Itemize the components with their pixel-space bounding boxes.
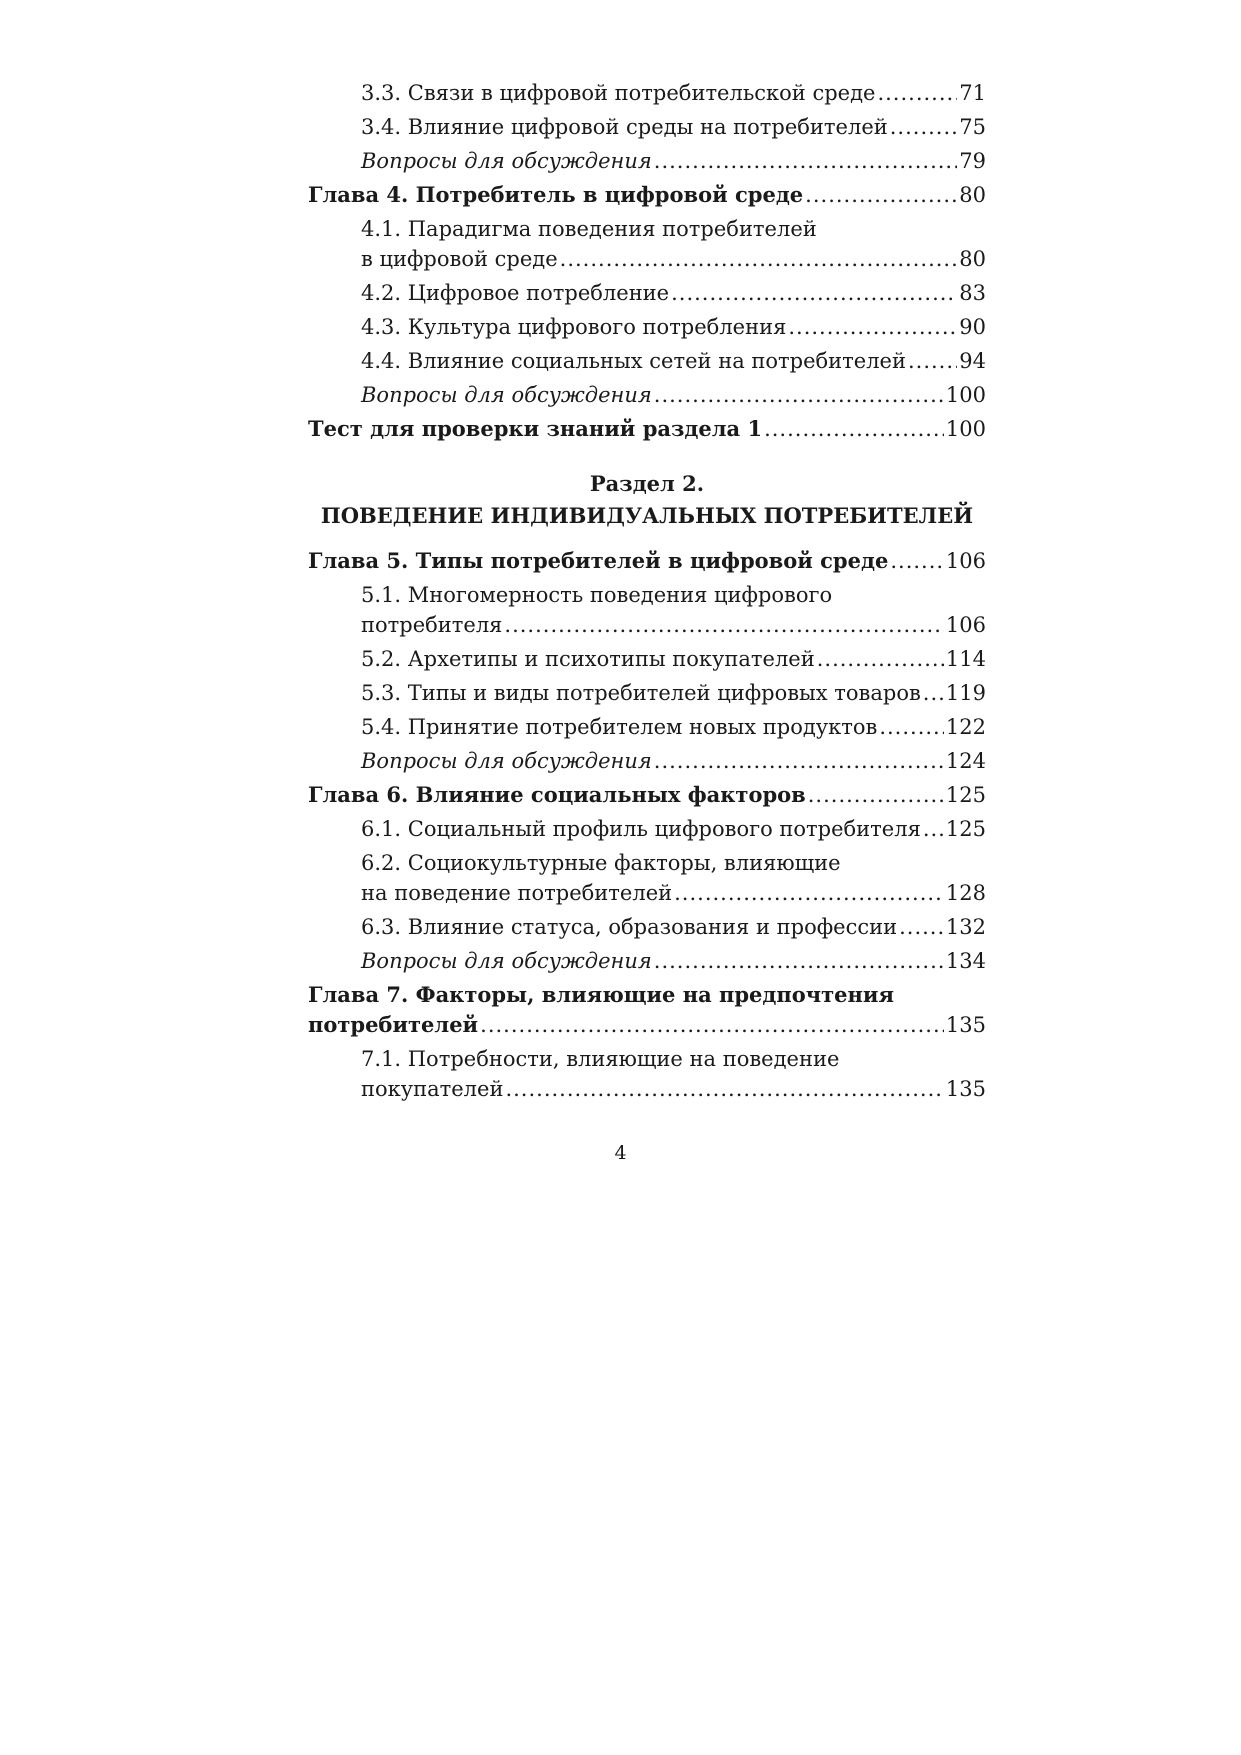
dot-leader	[654, 146, 958, 176]
toc-part-2	[308, 546, 986, 1104]
toc-entry-line	[308, 980, 986, 1010]
toc-subsection-entry	[308, 580, 986, 640]
toc-entry-line	[361, 78, 986, 108]
toc-entry-title: 3.4. Влияние цифровой среды на потребителей	[361, 115, 888, 139]
toc-entry-line	[308, 780, 986, 810]
toc-entry-line	[308, 414, 986, 444]
toc-chapter-entry	[308, 780, 986, 810]
toc-subsection-entry	[308, 278, 986, 308]
toc-entry-title: 5.4. Принятие потребителем новых продуктов	[361, 715, 878, 739]
toc-entry-line	[361, 712, 986, 742]
dot-leader	[480, 1010, 944, 1040]
toc-entry-title: Тест для проверки знаний раздела 1	[308, 416, 763, 441]
toc-part-1	[308, 78, 986, 444]
toc-entry-title: 4.4. Влияние социальных сетей на потребителей	[361, 349, 906, 373]
toc-subsection-entry	[308, 814, 986, 844]
toc-entry-line	[361, 346, 986, 376]
toc-page-number: 71	[959, 81, 986, 105]
toc-entry-title: 5.2. Архетипы и психотипы покупателей	[361, 647, 815, 671]
toc-page-number: 132	[945, 915, 986, 939]
toc-chapter-entry	[308, 546, 986, 576]
toc-subsection-entry	[308, 848, 986, 908]
toc-entry-line	[361, 1044, 986, 1074]
toc-subsection-entry	[308, 912, 986, 942]
table-of-contents	[308, 78, 986, 1104]
dot-leader	[808, 780, 944, 810]
dot-leader	[654, 746, 944, 776]
dot-leader	[674, 878, 944, 908]
toc-entry-title: 5.1. Многомерность поведения цифрового	[361, 583, 833, 607]
dot-leader	[788, 312, 957, 342]
toc-subsection-entry	[308, 112, 986, 142]
toc-entry-title: 5.3. Типы и виды потребителей цифровых товаров	[361, 681, 921, 705]
toc-entry-line	[308, 546, 986, 576]
toc-entry-title: Глава 5. Типы потребителей в цифровой среде	[308, 548, 889, 573]
section-subtitle: ПОВЕДЕНИЕ ИНДИВИДУАЛЬНЫХ ПОТРЕБИТЕЛЕЙ	[320, 503, 974, 528]
toc-page-number: 100	[945, 383, 986, 407]
toc-entry-line	[308, 1010, 986, 1040]
dot-leader	[654, 946, 944, 976]
toc-page-number: 75	[959, 115, 986, 139]
dot-leader	[899, 912, 944, 942]
toc-page-number: 79	[959, 149, 986, 173]
toc-entry-title: в цифровой среде	[361, 247, 558, 271]
toc-page-number: 83	[959, 281, 986, 305]
toc-page-number: 119	[945, 681, 986, 705]
toc-entry-title: Вопросы для обсуждения	[361, 149, 652, 173]
toc-subsection-entry	[308, 346, 986, 376]
toc-entry-title: 3.3. Связи в цифровой потребительской среде	[361, 81, 876, 105]
toc-chapter-entry	[308, 180, 986, 210]
toc-entry-line	[361, 912, 986, 942]
dot-leader	[671, 278, 957, 308]
toc-entry-title: 6.1. Социальный профиль цифрового потребителя	[361, 817, 921, 841]
toc-entry-title: на поведение потребителей	[361, 881, 673, 905]
toc-entry-title: Глава 4. Потребитель в цифровой среде	[308, 182, 804, 207]
toc-subsection-entry	[308, 644, 986, 674]
toc-entry-line	[361, 678, 986, 708]
dot-leader	[654, 380, 944, 410]
dot-leader	[923, 814, 944, 844]
toc-subsection-entry	[308, 1044, 986, 1104]
toc-subsection-entry	[308, 380, 986, 410]
toc-entry-title: потребителей	[308, 1012, 479, 1037]
toc-entry-title: Вопросы для обсуждения	[361, 949, 652, 973]
section-heading	[308, 468, 986, 532]
toc-page-number: 80	[959, 183, 986, 207]
toc-subsection-entry	[308, 946, 986, 976]
toc-subsection-entry	[308, 746, 986, 776]
dot-leader	[817, 644, 944, 674]
toc-entry-line	[361, 746, 986, 776]
toc-entry-title: 4.1. Парадигма поведения потребителей	[361, 217, 817, 241]
toc-entry-title: 6.2. Социокультурные факторы, влияющие	[361, 851, 841, 875]
toc-page-number: 125	[945, 783, 986, 807]
toc-page-number: 135	[945, 1013, 986, 1037]
toc-page-number: 80	[959, 247, 986, 271]
dot-leader	[890, 112, 958, 142]
toc-entry-title: 4.3. Культура цифрового потребления	[361, 315, 787, 339]
toc-page-number: 114	[945, 647, 986, 671]
toc-page-number: 90	[959, 315, 986, 339]
toc-page-number: 135	[945, 1077, 986, 1101]
toc-entry-line	[361, 814, 986, 844]
toc-entry-line	[361, 214, 986, 244]
toc-page-number: 125	[945, 817, 986, 841]
toc-entry-line	[308, 180, 986, 210]
toc-page-number: 106	[945, 613, 986, 637]
toc-entry-title: Вопросы для обсуждения	[361, 383, 652, 407]
toc-subsection-entry	[308, 312, 986, 342]
toc-chapter-entry	[308, 980, 986, 1040]
toc-entry-title: 4.2. Цифровое потребление	[361, 281, 670, 305]
toc-subsection-entry	[308, 78, 986, 108]
toc-entry-line	[361, 610, 986, 640]
toc-entry-line	[361, 644, 986, 674]
dot-leader	[923, 678, 944, 708]
toc-entry-line	[361, 946, 986, 976]
dot-leader	[764, 414, 944, 444]
toc-entry-line	[361, 848, 986, 878]
toc-entry-line	[361, 112, 986, 142]
toc-entry-title: покупателей	[361, 1077, 504, 1101]
toc-entry-line	[361, 146, 986, 176]
toc-chapter-entry	[308, 414, 986, 444]
toc-subsection-entry	[308, 712, 986, 742]
toc-subsection-entry	[308, 146, 986, 176]
toc-page-number: 124	[945, 749, 986, 773]
toc-page-number: 122	[945, 715, 986, 739]
toc-entry-line	[361, 244, 986, 274]
toc-entry-title: Глава 7. Факторы, влияющие на предпочтения	[308, 982, 895, 1007]
section-title: Раздел 2.	[589, 471, 705, 496]
dot-leader	[879, 712, 944, 742]
toc-entry-title: Глава 6. Влияние социальных факторов	[308, 782, 806, 807]
dot-leader	[890, 546, 944, 576]
toc-entry-line	[361, 278, 986, 308]
page-number: 4	[614, 1142, 627, 1164]
toc-entry-line	[361, 878, 986, 908]
toc-page-number: 134	[945, 949, 986, 973]
toc-page-number: 100	[945, 417, 986, 441]
toc-entry-line	[361, 312, 986, 342]
dot-leader	[805, 180, 957, 210]
dot-leader	[505, 1074, 943, 1104]
toc-subsection-entry	[308, 214, 986, 274]
dot-leader	[560, 244, 958, 274]
toc-page-number: 94	[959, 349, 986, 373]
dot-leader	[908, 346, 957, 376]
dot-leader	[504, 610, 944, 640]
toc-entry-title: Вопросы для обсуждения	[361, 749, 652, 773]
toc-entry-line	[361, 580, 986, 610]
dot-leader	[877, 78, 957, 108]
toc-entry-line	[361, 380, 986, 410]
toc-page-number: 128	[945, 881, 986, 905]
toc-entry-title: 7.1. Потребности, влияющие на поведение	[361, 1047, 840, 1071]
toc-page-number: 106	[945, 549, 986, 573]
toc-entry-line	[361, 1074, 986, 1104]
toc-entry-title: 6.3. Влияние статуса, образования и профессии	[361, 915, 898, 939]
toc-subsection-entry	[308, 678, 986, 708]
toc-entry-title: потребителя	[361, 613, 503, 637]
